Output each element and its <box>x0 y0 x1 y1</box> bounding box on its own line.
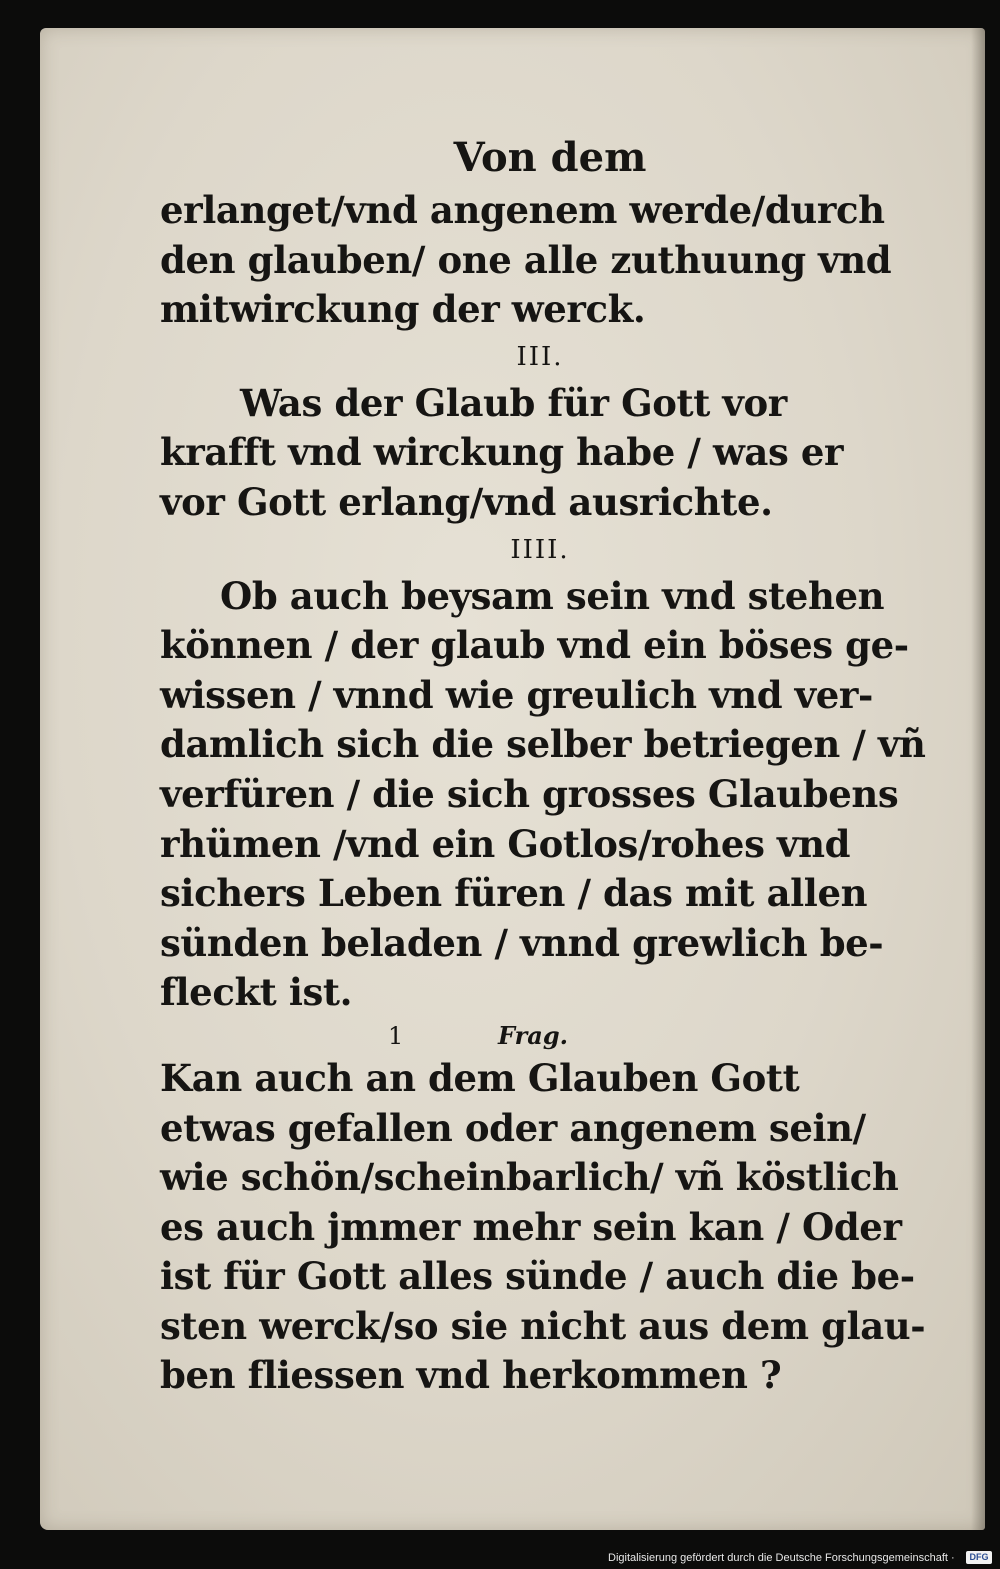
dfg-logo: DFG <box>966 1551 992 1564</box>
text-line: den glauben/ one alle zuthuung vnd <box>160 237 892 282</box>
text-line: damlich sich die selber betriegen / vñ <box>160 722 926 767</box>
question-heading <box>160 1018 920 1054</box>
text-line: krafft vnd wirckung habe / was er <box>160 430 844 475</box>
section-numeral-iii: III. <box>516 341 564 372</box>
text-line: Ob auch beysam sein vnd stehen <box>220 573 885 618</box>
text-line: etwas gefallen oder angenem sein/ <box>160 1105 866 1150</box>
text-line: verfüren / die sich grosses Glaubens <box>160 771 899 816</box>
text-line: vor Gott erlang/vnd ausrichte. <box>160 479 773 524</box>
text-line: rhümen /vnd ein Gotlos/rohes vnd <box>160 821 851 866</box>
page-text <box>160 130 926 1401</box>
text-line: ist für Gott alles sünde / auch die be- <box>160 1254 915 1299</box>
text-line: können / der glaub vnd ein böses ge- <box>160 623 909 668</box>
digitization-credit: Digitalisierung gefördert durch die Deutsche Forschungsgemeinschaft · <box>608 1552 955 1564</box>
text-line: es auch jmmer mehr sein kan / Oder <box>160 1204 902 1249</box>
text-line: sichers Leben füren / das mit allen <box>160 871 868 916</box>
section-numeral-iiii: IIII. <box>510 534 570 565</box>
text-line: sünden beladen / vnnd grewlich be- <box>160 920 884 965</box>
text-line: fleckt ist. <box>160 970 353 1015</box>
text-line: wie schön/scheinbarlich/ vñ köstlich <box>160 1155 899 1200</box>
text-line: mitwirckung der werck. <box>160 287 646 332</box>
text-line: Was der Glaub für Gott vor <box>240 380 787 425</box>
text-line: ben fliessen vnd herkommen ? <box>160 1353 782 1398</box>
text-line: wissen / vnnd wie greulich vnd ver- <box>160 672 873 717</box>
page-edge-shadow <box>971 28 985 1530</box>
text-line: erlanget/vnd angenem werde/durch <box>160 188 885 232</box>
text-line: Kan auch an dem Glauben Gott <box>160 1055 800 1100</box>
question-number: 1 <box>388 1021 404 1050</box>
text-line: sten werck/so sie nicht aus dem glau- <box>160 1303 926 1348</box>
question-label: Frag. <box>498 1020 568 1050</box>
running-head: Von dem <box>453 134 647 181</box>
